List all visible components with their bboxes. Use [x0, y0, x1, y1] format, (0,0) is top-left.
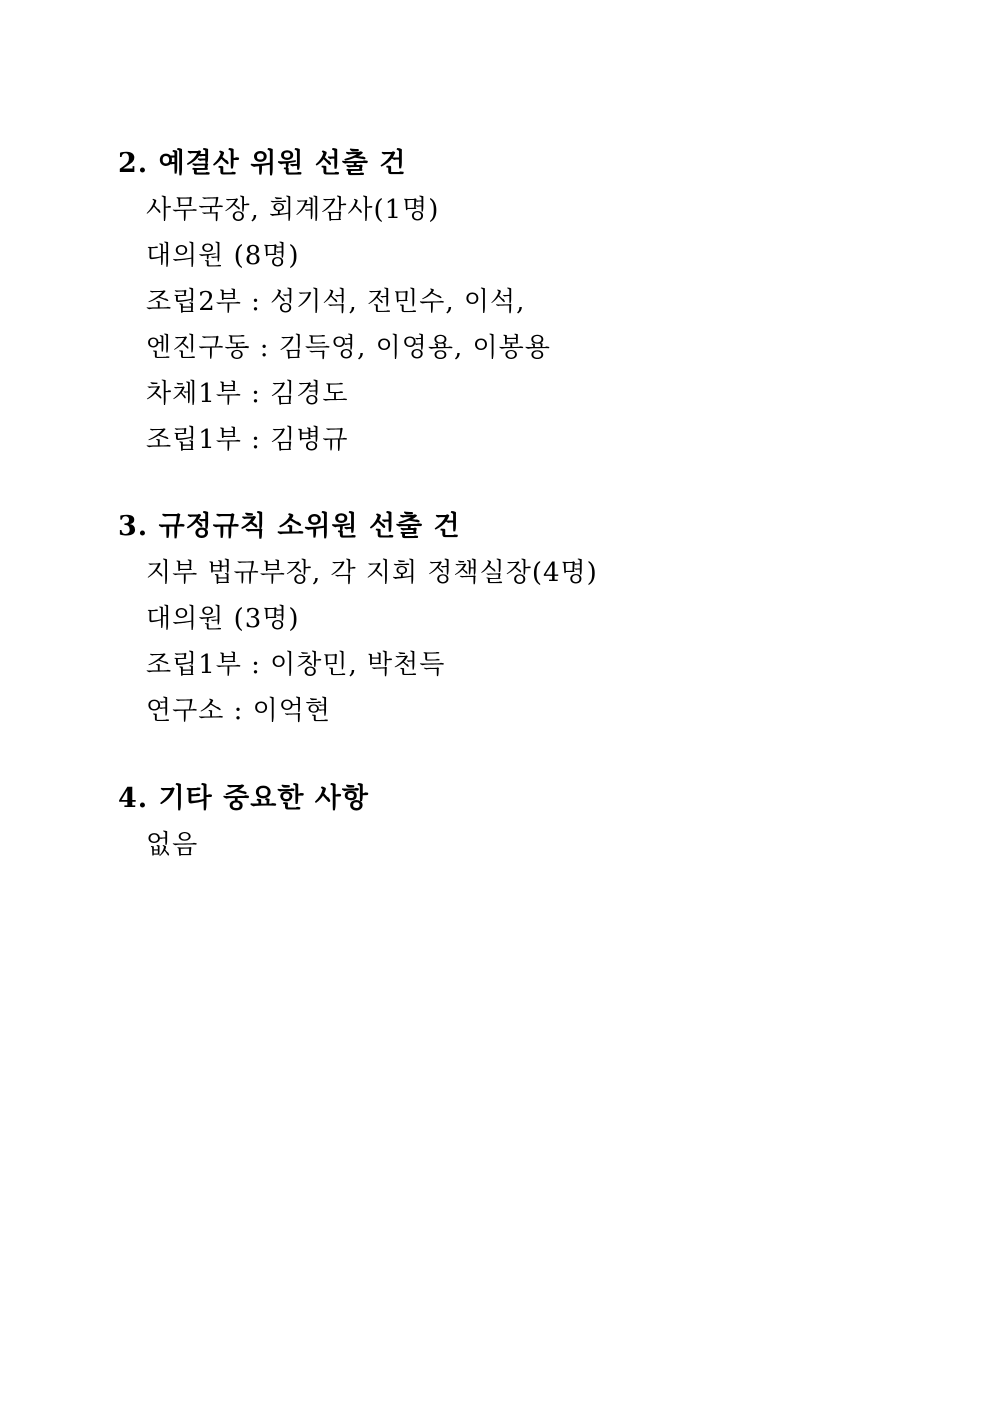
list-item: 연구소 : 이억현 — [146, 696, 331, 726]
section-budget-committee — [118, 141, 918, 463]
list-item: 대의원 (3명) — [146, 604, 300, 634]
section-heading: 2. 예결산 위원 선출 건 — [118, 148, 407, 179]
list-item: 조립1부 : 김병규 — [146, 425, 349, 455]
list-item: 지부 법규부장, 각 지회 정책실장(4명) — [146, 558, 598, 588]
section-rules-committee — [118, 504, 918, 734]
list-item: 차체1부 : 김경도 — [146, 379, 349, 409]
section-heading: 4. 기타 중요한 사항 — [118, 783, 369, 814]
list-item: 조립2부 : 성기석, 전민수, 이석, — [146, 287, 526, 317]
list-item: 사무국장, 회계감사(1명) — [146, 195, 440, 225]
list-item: 엔진구동 : 김득영, 이영용, 이봉용 — [146, 333, 551, 363]
section-heading: 3. 규정규칙 소위원 선출 건 — [118, 511, 461, 542]
list-item: 없음 — [146, 830, 199, 860]
list-item: 조립1부 : 이창민, 박천득 — [146, 650, 446, 680]
section-other-matters — [118, 776, 918, 868]
list-item: 대의원 (8명) — [146, 241, 300, 271]
